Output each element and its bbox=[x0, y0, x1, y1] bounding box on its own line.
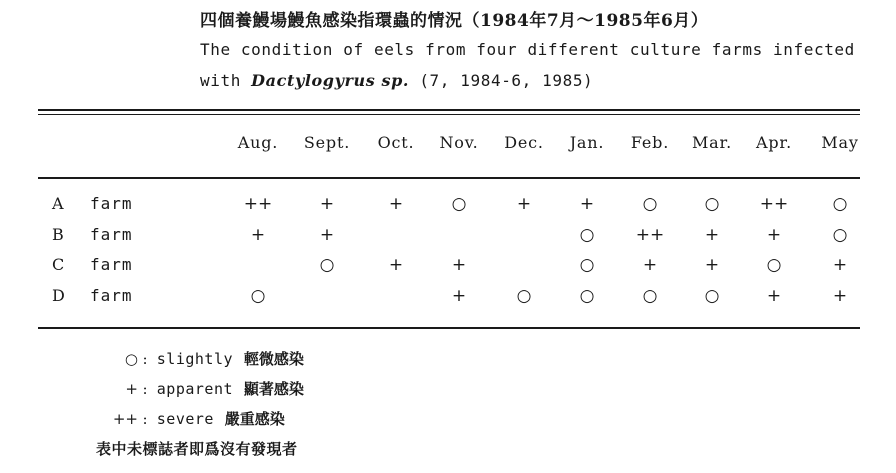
legend-english: apparent bbox=[156, 380, 234, 398]
infection-cell: + bbox=[579, 194, 595, 214]
title-block bbox=[200, 8, 890, 96]
farm-row-label: B bbox=[52, 225, 64, 244]
farm-row-word: farm bbox=[90, 194, 133, 213]
infection-cell: ○ bbox=[832, 225, 848, 245]
title-english-line1: The condition of eels from four different culture farms infected bbox=[200, 40, 855, 59]
title-english-line2 bbox=[200, 65, 890, 96]
legend-symbol: ++ bbox=[112, 410, 138, 428]
legend-colon: : bbox=[142, 380, 148, 398]
farm-row-label: D bbox=[52, 286, 65, 305]
legend-chinese: 嚴重感染 bbox=[224, 410, 285, 428]
farm-row-word: farm bbox=[90, 255, 133, 274]
infection-cell: ○ bbox=[451, 194, 467, 214]
infection-cell: ○ bbox=[319, 255, 335, 275]
month-header: Apr. bbox=[756, 133, 792, 152]
title-english-prefix: with bbox=[200, 71, 252, 90]
table-bottom-rule bbox=[38, 327, 860, 329]
title-english-suffix: (7, 1984-6, 1985) bbox=[409, 71, 594, 90]
legend-chinese: 顯著感染 bbox=[243, 380, 304, 398]
infection-cell: ○ bbox=[832, 194, 848, 214]
infection-cell: + bbox=[451, 255, 467, 275]
table-footnote: 表中未標誌者即爲沒有發現者 bbox=[96, 440, 298, 458]
infection-cell: + bbox=[704, 255, 720, 275]
infection-cell: + bbox=[388, 194, 404, 214]
species-name: Dactylogyrus sp. bbox=[251, 71, 410, 90]
legend bbox=[98, 344, 304, 434]
infection-cell: ○ bbox=[250, 286, 266, 306]
farm-row-label: A bbox=[52, 194, 64, 213]
infection-cell: ○ bbox=[642, 286, 658, 306]
legend-english: slightly bbox=[156, 350, 234, 368]
month-header: May bbox=[821, 133, 859, 152]
infection-cell: + bbox=[388, 255, 404, 275]
infection-cell: + bbox=[642, 255, 658, 275]
month-header: Aug. bbox=[237, 133, 279, 152]
month-header: Dec. bbox=[504, 133, 544, 152]
title-chinese: 四個養鰻場鰻魚感染指環蟲的情況（1984年7月～1985年6月） bbox=[200, 11, 709, 31]
farm-row-word: farm bbox=[90, 286, 133, 305]
month-header: Sept. bbox=[303, 133, 351, 152]
legend-symbol: + bbox=[125, 380, 138, 398]
infection-cell: ○ bbox=[579, 225, 595, 245]
infection-cell: + bbox=[704, 225, 720, 245]
month-header: Jan. bbox=[569, 133, 605, 152]
legend-item-severe bbox=[98, 404, 304, 434]
legend-item-slight bbox=[98, 344, 304, 374]
infection-cell: + bbox=[516, 194, 532, 214]
infection-cell: + bbox=[832, 286, 848, 306]
month-header: Oct. bbox=[377, 133, 415, 152]
infection-cell: ++ bbox=[243, 194, 273, 214]
legend-colon: : bbox=[142, 350, 148, 368]
infection-cell: + bbox=[250, 225, 266, 245]
infection-cell: ○ bbox=[579, 255, 595, 275]
farm-row-word: farm bbox=[90, 225, 133, 244]
infection-cell: ○ bbox=[704, 286, 720, 306]
legend-colon: : bbox=[142, 410, 148, 428]
infection-cell: + bbox=[832, 255, 848, 275]
legend-english: severe bbox=[156, 410, 214, 428]
infection-cell: + bbox=[766, 286, 782, 306]
month-header: Feb. bbox=[630, 133, 670, 152]
legend-item-apparent bbox=[98, 374, 304, 404]
infection-cell: + bbox=[319, 194, 335, 214]
legend-symbol: ○ bbox=[124, 350, 138, 368]
table-top-rule bbox=[38, 109, 860, 111]
infection-cell: ○ bbox=[579, 286, 595, 306]
infection-cell: ○ bbox=[704, 194, 720, 214]
legend-chinese: 輕微感染 bbox=[243, 350, 304, 368]
infection-cell: ++ bbox=[759, 194, 789, 214]
infection-cell: ++ bbox=[635, 225, 665, 245]
month-header: Nov. bbox=[439, 133, 479, 152]
farm-row-label: C bbox=[52, 255, 65, 274]
infection-cell: ○ bbox=[766, 255, 782, 275]
table-header-rule bbox=[38, 177, 860, 179]
infection-cell: ○ bbox=[516, 286, 532, 306]
infection-cell: ○ bbox=[642, 194, 658, 214]
month-header: Mar. bbox=[691, 133, 733, 152]
infection-cell: + bbox=[319, 225, 335, 245]
table-top-rule-thin bbox=[38, 114, 860, 115]
infection-cell: + bbox=[766, 225, 782, 245]
infection-cell: + bbox=[451, 286, 467, 306]
